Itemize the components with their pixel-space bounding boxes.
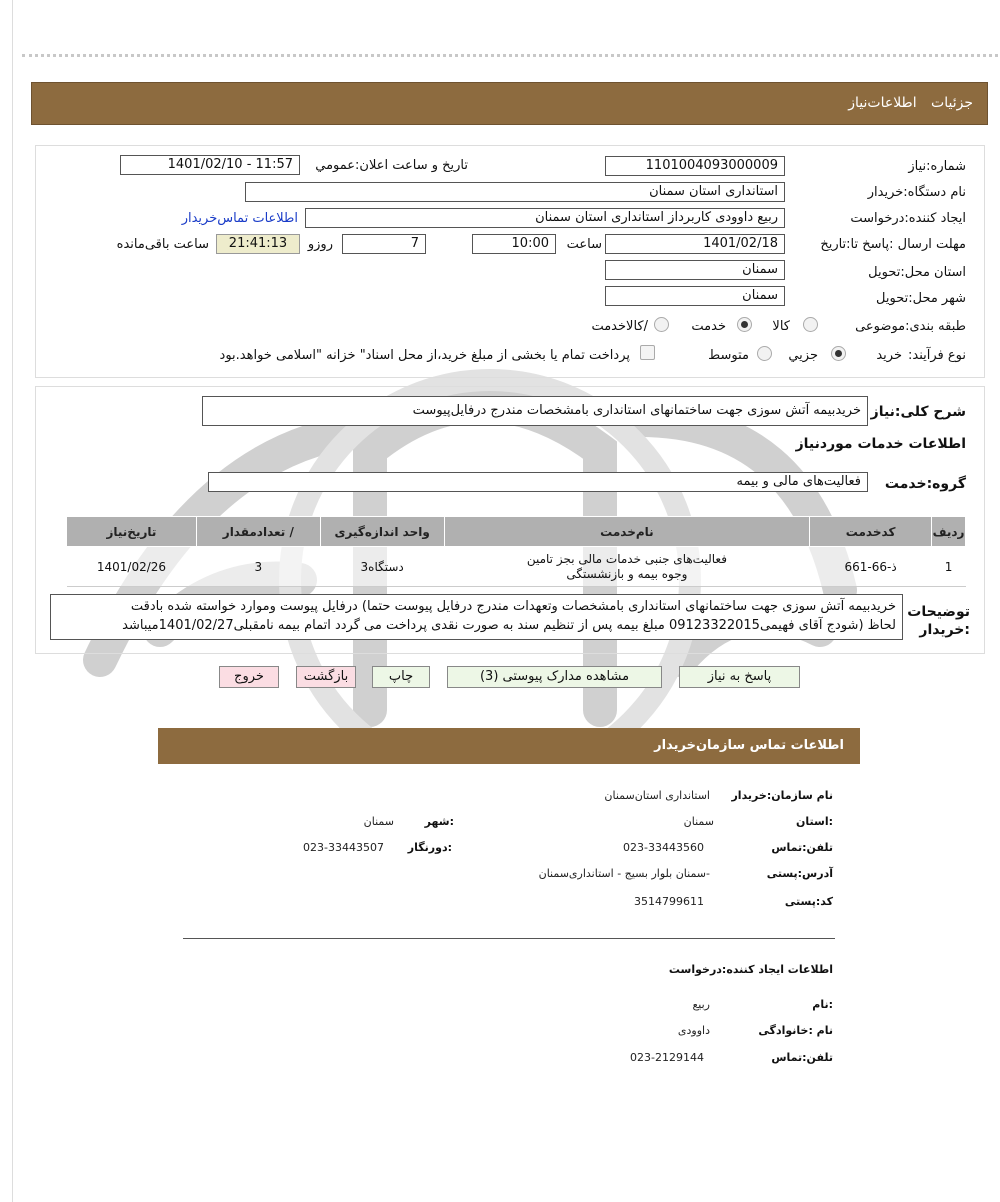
need-number-field[interactable]: 1101004093000009 [605, 156, 785, 176]
creator-name-label: :نام [812, 998, 833, 1011]
buyer-notes-field[interactable] [50, 594, 903, 640]
process-option-minor: جزیي [788, 348, 818, 363]
reply-button[interactable]: پاسخ به نیاز [679, 666, 800, 688]
creator-family-value: داوودی [677, 1024, 710, 1037]
creator-field[interactable]: ربیع داوودی کاربرداز استانداری استان سمنان [305, 208, 785, 228]
category-option-goods: کالا [772, 319, 790, 334]
col-service-name: نام‌خدمت [444, 517, 810, 547]
process-option-medium: متوسط [708, 348, 749, 363]
cell-service-code: ذ-66-661 [810, 547, 932, 587]
process-radio-minor[interactable] [831, 346, 846, 361]
city-field[interactable]: سمنان [605, 286, 785, 306]
services-title: اطلاعات خدمات موردنیاز [795, 436, 966, 452]
city-label: شهر محل:تحویل [876, 291, 966, 306]
creator-phone-label: تلفن:تماس [771, 1051, 833, 1064]
cell-row: 1 [932, 547, 966, 587]
category-radio-service[interactable] [737, 317, 752, 332]
contact-org-value: استانداری استان‌سمنان [604, 789, 710, 802]
cell-quantity: 3 [196, 547, 320, 587]
deadline-time-field[interactable]: 10:00 [472, 234, 556, 254]
need-info-panel [35, 145, 985, 378]
col-need-date: تاریخ‌نیاز [67, 517, 197, 547]
creator-phone-value: 023-2129144 [630, 1051, 704, 1064]
days-field[interactable]: 7 [342, 234, 426, 254]
category-radio-goods-service[interactable] [654, 317, 669, 332]
contact-phone-value: 023-33443560 [623, 841, 704, 854]
page-header [31, 82, 988, 125]
payment-note: پرداخت تمام یا بخشی از مبلغ خرید،از محل اسناد" خزانه "اسلامی خواهد.بود [219, 348, 630, 363]
category-option-goods-service: /کالاخدمت [591, 319, 648, 334]
creator-family-label: نام :خانوادگی [758, 1024, 833, 1037]
contact-city-value: سمنان [363, 815, 394, 828]
announce-field[interactable]: 1401/02/10 - 11:57 [120, 155, 300, 175]
contact-postal-value: 3514799611 [634, 895, 704, 908]
contact-fax-value: 023-33443507 [303, 841, 384, 854]
contact-city-label: :شهر [424, 815, 454, 828]
print-button[interactable]: چاپ [372, 666, 430, 688]
process-label: نوع فرآیند: [908, 348, 966, 363]
col-unit: واحد اندازه‌گیری [320, 517, 444, 547]
service-group-field[interactable]: فعالیت‌های مالی و بیمه [208, 472, 868, 492]
contact-phone-label: تلفن:تماس [771, 841, 833, 854]
need-number-label: شماره:نیاز [908, 159, 966, 174]
treasury-payment-checkbox[interactable] [640, 345, 655, 360]
category-option-service: خدمت [691, 319, 726, 334]
back-button[interactable]: بازگشت [296, 666, 356, 688]
general-description-label: شرح کلی:نیاز [870, 404, 966, 420]
col-quantity: / تعدادمقدار [196, 517, 320, 547]
province-field[interactable]: سمنان [605, 260, 785, 280]
contact-fax-label: :دورنگار [407, 841, 452, 854]
contact-address-label: آدرس:پستی [766, 867, 833, 880]
creator-label: ایجاد کننده:درخواست [850, 211, 966, 226]
contact-province-value: سمنان [683, 815, 714, 828]
contact-postal-label: کد:پستی [784, 895, 833, 908]
buyer-notes-line-1: خریدبیمه آتش سوزی جهت ساختمانهای استانداری بامشخصات وتعهدات مندرج درفایل پیوست حتما) درفایل پیوست وموارد خواسته شده بادقت [130, 599, 896, 614]
province-label: استان محل:تحویل [868, 265, 966, 280]
general-description-field[interactable]: خریدبیمه آتش سوزی جهت ساختمانهای استانداری بامشخصات مندرج درفایل‌پیوست [202, 396, 868, 426]
category-radio-goods[interactable] [803, 317, 818, 332]
announce-label: تاریخ و ساعت اعلان:عمومي [315, 158, 468, 173]
cell-need-date: 1401/02/26 [67, 547, 197, 587]
cell-unit: دستگاه3 [320, 547, 444, 587]
services-table [66, 516, 966, 587]
service-group-label: گروه:خدمت [884, 476, 966, 492]
buyer-org-label: نام دستگاه:خریدار [867, 185, 966, 200]
table-row [67, 547, 966, 587]
contact-header: اطلاعات تماس سازمان‌خریدار [158, 728, 860, 764]
deadline-label: مهلت ارسال :پاسخ تا:تاریخ [820, 237, 966, 252]
days-label: روزو [307, 237, 333, 252]
buyer-org-field[interactable]: استانداری استان سمنان [245, 182, 785, 202]
process-buy: خرید [876, 348, 902, 363]
view-attachments-button[interactable]: مشاهده مدارک پیوستی (3) [447, 666, 662, 688]
page-left-border [12, 0, 13, 1202]
creator-name-value: ربیع [692, 998, 710, 1011]
process-radio-medium[interactable] [757, 346, 772, 361]
breadcrumb-details[interactable]: جزئیات [931, 95, 973, 111]
contact-province-label: :استان [796, 815, 833, 828]
contact-address-value: -سمنان بلوار بسیج - استانداری‌سمنان [538, 867, 710, 880]
creator-info-title: اطلاعات ایجاد کننده:درخواست [668, 963, 833, 976]
contact-org-label: نام سازمان:خریدار [731, 789, 833, 802]
remaining-label: ساعت باقی‌مانده [116, 237, 209, 252]
deadline-hour-label: ساعت [566, 237, 602, 252]
category-label: طبقه بندی:موضوعی [855, 319, 966, 334]
contact-divider [183, 938, 835, 939]
col-row: ردیف [932, 517, 966, 547]
buyer-notes-line-2: لحاظ (شودج آقای فهیمی09123322015 مبلغ بیمه پس از تنظیم سند به صورت نقدی پرداخت می گردد اتمام بیمه نامقبلی1401/02/27میباشد [122, 618, 896, 633]
cell-service-name: فعالیت‌های جنبی خدمات مالی بجز تامین وجوه بیمه و بازنشستگی [444, 547, 810, 587]
breadcrumb-need-info[interactable]: اطلاعات‌نیاز [848, 95, 917, 111]
buyer-notes-label: توضیحات :خریدار [907, 604, 970, 638]
exit-button[interactable]: خروج [219, 666, 279, 688]
remaining-time-field: 21:41:13 [216, 234, 300, 254]
buyer-contact-link[interactable]: اطلاعات تماس‌خریدار [181, 211, 298, 226]
col-service-code: کدخدمت [810, 517, 932, 547]
top-dotted-divider [22, 54, 998, 57]
deadline-date-field[interactable]: 1401/02/18 [605, 234, 785, 254]
